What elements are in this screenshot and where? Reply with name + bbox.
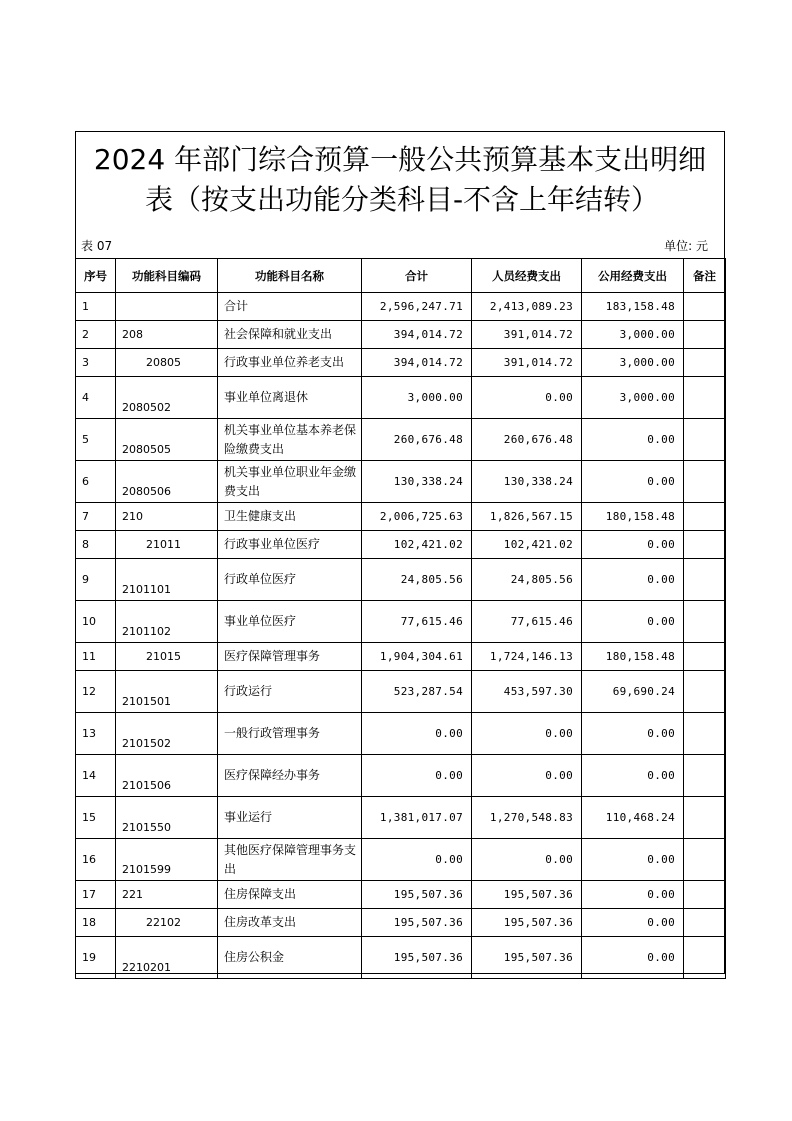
- row-personnel: 195,507.36: [472, 909, 582, 937]
- row-note: [684, 937, 726, 979]
- row-seq: 2: [76, 321, 116, 349]
- row-note: [684, 713, 726, 755]
- row-personnel: 1,270,548.83: [472, 797, 582, 839]
- row-code: 2101599: [116, 839, 218, 881]
- row-code: 22102: [116, 909, 218, 937]
- row-total: 24,805.56: [362, 559, 472, 601]
- row-total: 195,507.36: [362, 881, 472, 909]
- row-public: 0.00: [582, 601, 684, 643]
- row-name: 行政运行: [218, 671, 362, 713]
- row-total: 195,507.36: [362, 937, 472, 979]
- row-note: [684, 671, 726, 713]
- row-total: 2,596,247.71: [362, 293, 472, 321]
- row-note: [684, 839, 726, 881]
- row-public: 0.00: [582, 461, 684, 503]
- row-name: 医疗保障经办事务: [218, 755, 362, 797]
- row-personnel: 0.00: [472, 755, 582, 797]
- title-line-2: 表（按支出功能分类科目-不含上年结转）: [144, 183, 660, 216]
- row-personnel: 1,826,567.15: [472, 503, 582, 531]
- row-seq: 17: [76, 881, 116, 909]
- row-public: 180,158.48: [582, 503, 684, 531]
- row-note: [684, 643, 726, 671]
- row-note: [684, 321, 726, 349]
- row-seq: 6: [76, 461, 116, 503]
- row-public: 3,000.00: [582, 321, 684, 349]
- row-name: 行政事业单位医疗: [218, 531, 362, 559]
- row-seq: 13: [76, 713, 116, 755]
- row-personnel: 0.00: [472, 713, 582, 755]
- row-code: 2101101: [116, 559, 218, 601]
- row-code: 2101102: [116, 601, 218, 643]
- row-code: 20805: [116, 349, 218, 377]
- budget-sheet: [75, 131, 725, 974]
- row-name: 医疗保障管理事务: [218, 643, 362, 671]
- row-public: 0.00: [582, 755, 684, 797]
- row-personnel: 102,421.02: [472, 531, 582, 559]
- row-total: 0.00: [362, 839, 472, 881]
- row-note: [684, 419, 726, 461]
- row-personnel: 195,507.36: [472, 937, 582, 979]
- row-public: 110,468.24: [582, 797, 684, 839]
- row-seq: 1: [76, 293, 116, 321]
- row-note: [684, 293, 726, 321]
- row-public: 0.00: [582, 531, 684, 559]
- row-seq: 4: [76, 377, 116, 419]
- row-name: 事业单位离退休: [218, 377, 362, 419]
- row-code: 2080506: [116, 461, 218, 503]
- table-row: [76, 559, 726, 601]
- row-public: 0.00: [582, 937, 684, 979]
- row-personnel: 195,507.36: [472, 881, 582, 909]
- row-personnel: 453,597.30: [472, 671, 582, 713]
- row-code: 221: [116, 881, 218, 909]
- row-public: 0.00: [582, 909, 684, 937]
- row-personnel: 0.00: [472, 377, 582, 419]
- row-name: 事业单位医疗: [218, 601, 362, 643]
- row-public: 0.00: [582, 839, 684, 881]
- row-public: 3,000.00: [582, 349, 684, 377]
- table-row: [76, 643, 726, 671]
- row-note: [684, 797, 726, 839]
- row-name: 事业运行: [218, 797, 362, 839]
- table-row: [76, 601, 726, 643]
- row-personnel: 24,805.56: [472, 559, 582, 601]
- document-title: [76, 132, 724, 232]
- col-header-total: 合计: [362, 259, 472, 293]
- col-header-personnel: 人员经费支出: [472, 259, 582, 293]
- row-seq: 3: [76, 349, 116, 377]
- row-seq: 18: [76, 909, 116, 937]
- row-note: [684, 881, 726, 909]
- table-row: [76, 377, 726, 419]
- row-name: 卫生健康支出: [218, 503, 362, 531]
- table-row: [76, 881, 726, 909]
- row-seq: 15: [76, 797, 116, 839]
- row-total: 195,507.36: [362, 909, 472, 937]
- row-public: 0.00: [582, 713, 684, 755]
- row-code: 21011: [116, 531, 218, 559]
- row-name: 合计: [218, 293, 362, 321]
- row-seq: 10: [76, 601, 116, 643]
- col-header-code: 功能科目编码: [116, 259, 218, 293]
- row-total: 394,014.72: [362, 321, 472, 349]
- table-row: [76, 503, 726, 531]
- row-total: 77,615.46: [362, 601, 472, 643]
- row-seq: 12: [76, 671, 116, 713]
- table-row: [76, 909, 726, 937]
- row-total: 523,287.54: [362, 671, 472, 713]
- table-row: [76, 461, 726, 503]
- row-name: 社会保障和就业支出: [218, 321, 362, 349]
- row-name: 住房保障支出: [218, 881, 362, 909]
- table-row: [76, 797, 726, 839]
- row-code: 21015: [116, 643, 218, 671]
- row-personnel: 1,724,146.13: [472, 643, 582, 671]
- row-total: 2,006,725.63: [362, 503, 472, 531]
- row-name: 一般行政管理事务: [218, 713, 362, 755]
- row-public: 0.00: [582, 881, 684, 909]
- table-row: [76, 839, 726, 881]
- row-public: 69,690.24: [582, 671, 684, 713]
- row-public: 0.00: [582, 559, 684, 601]
- row-total: 1,381,017.07: [362, 797, 472, 839]
- row-personnel: 260,676.48: [472, 419, 582, 461]
- unit-label: 单位: 元: [664, 239, 708, 253]
- row-code: 2101502: [116, 713, 218, 755]
- row-code: 2101506: [116, 755, 218, 797]
- row-code: 2101550: [116, 797, 218, 839]
- row-name: 住房改革支出: [218, 909, 362, 937]
- table-row: [76, 419, 726, 461]
- row-personnel: 2,413,089.23: [472, 293, 582, 321]
- row-note: [684, 755, 726, 797]
- row-name: 机关事业单位基本养老保险缴费支出: [218, 419, 362, 461]
- row-name: 行政单位医疗: [218, 559, 362, 601]
- row-note: [684, 503, 726, 531]
- row-public: 183,158.48: [582, 293, 684, 321]
- row-public: 3,000.00: [582, 377, 684, 419]
- row-note: [684, 559, 726, 601]
- row-seq: 9: [76, 559, 116, 601]
- col-header-public: 公用经费支出: [582, 259, 684, 293]
- row-total: 130,338.24: [362, 461, 472, 503]
- row-personnel: 130,338.24: [472, 461, 582, 503]
- row-total: 394,014.72: [362, 349, 472, 377]
- row-note: [684, 377, 726, 419]
- row-note: [684, 601, 726, 643]
- row-seq: 14: [76, 755, 116, 797]
- row-name: 住房公积金: [218, 937, 362, 979]
- row-personnel: 0.00: [472, 839, 582, 881]
- table-row: [76, 937, 726, 979]
- row-note: [684, 531, 726, 559]
- row-total: 3,000.00: [362, 377, 472, 419]
- row-personnel: 391,014.72: [472, 349, 582, 377]
- row-seq: 8: [76, 531, 116, 559]
- row-seq: 16: [76, 839, 116, 881]
- row-total: 0.00: [362, 713, 472, 755]
- row-personnel: 77,615.46: [472, 601, 582, 643]
- row-public: 180,158.48: [582, 643, 684, 671]
- row-code: 2210201: [116, 937, 218, 979]
- table-row: [76, 671, 726, 713]
- budget-table: [75, 258, 726, 979]
- row-seq: 11: [76, 643, 116, 671]
- col-header-seq: 序号: [76, 259, 116, 293]
- row-seq: 5: [76, 419, 116, 461]
- row-total: 1,904,304.61: [362, 643, 472, 671]
- row-total: 0.00: [362, 755, 472, 797]
- table-row: [76, 713, 726, 755]
- row-code: 208: [116, 321, 218, 349]
- row-note: [684, 909, 726, 937]
- row-code: 2080502: [116, 377, 218, 419]
- row-code: 2101501: [116, 671, 218, 713]
- title-line-1: 2024 年部门综合预算一般公共预算基本支出明细: [93, 143, 707, 176]
- row-name: 行政事业单位养老支出: [218, 349, 362, 377]
- col-header-note: 备注: [684, 259, 726, 293]
- row-seq: 19: [76, 937, 116, 979]
- row-note: [684, 461, 726, 503]
- row-note: [684, 349, 726, 377]
- col-header-name: 功能科目名称: [218, 259, 362, 293]
- row-public: 0.00: [582, 419, 684, 461]
- table-row: [76, 349, 726, 377]
- table-number: 表 07: [81, 239, 113, 253]
- header-row: [76, 259, 726, 293]
- row-total: 260,676.48: [362, 419, 472, 461]
- table-row: [76, 293, 726, 321]
- table-row: [76, 531, 726, 559]
- row-personnel: 391,014.72: [472, 321, 582, 349]
- row-name: 其他医疗保障管理事务支出: [218, 839, 362, 881]
- row-code: 2080505: [116, 419, 218, 461]
- row-name: 机关事业单位职业年金缴费支出: [218, 461, 362, 503]
- table-row: [76, 321, 726, 349]
- row-code: [116, 293, 218, 321]
- row-seq: 7: [76, 503, 116, 531]
- table-row: [76, 755, 726, 797]
- row-total: 102,421.02: [362, 531, 472, 559]
- row-code: 210: [116, 503, 218, 531]
